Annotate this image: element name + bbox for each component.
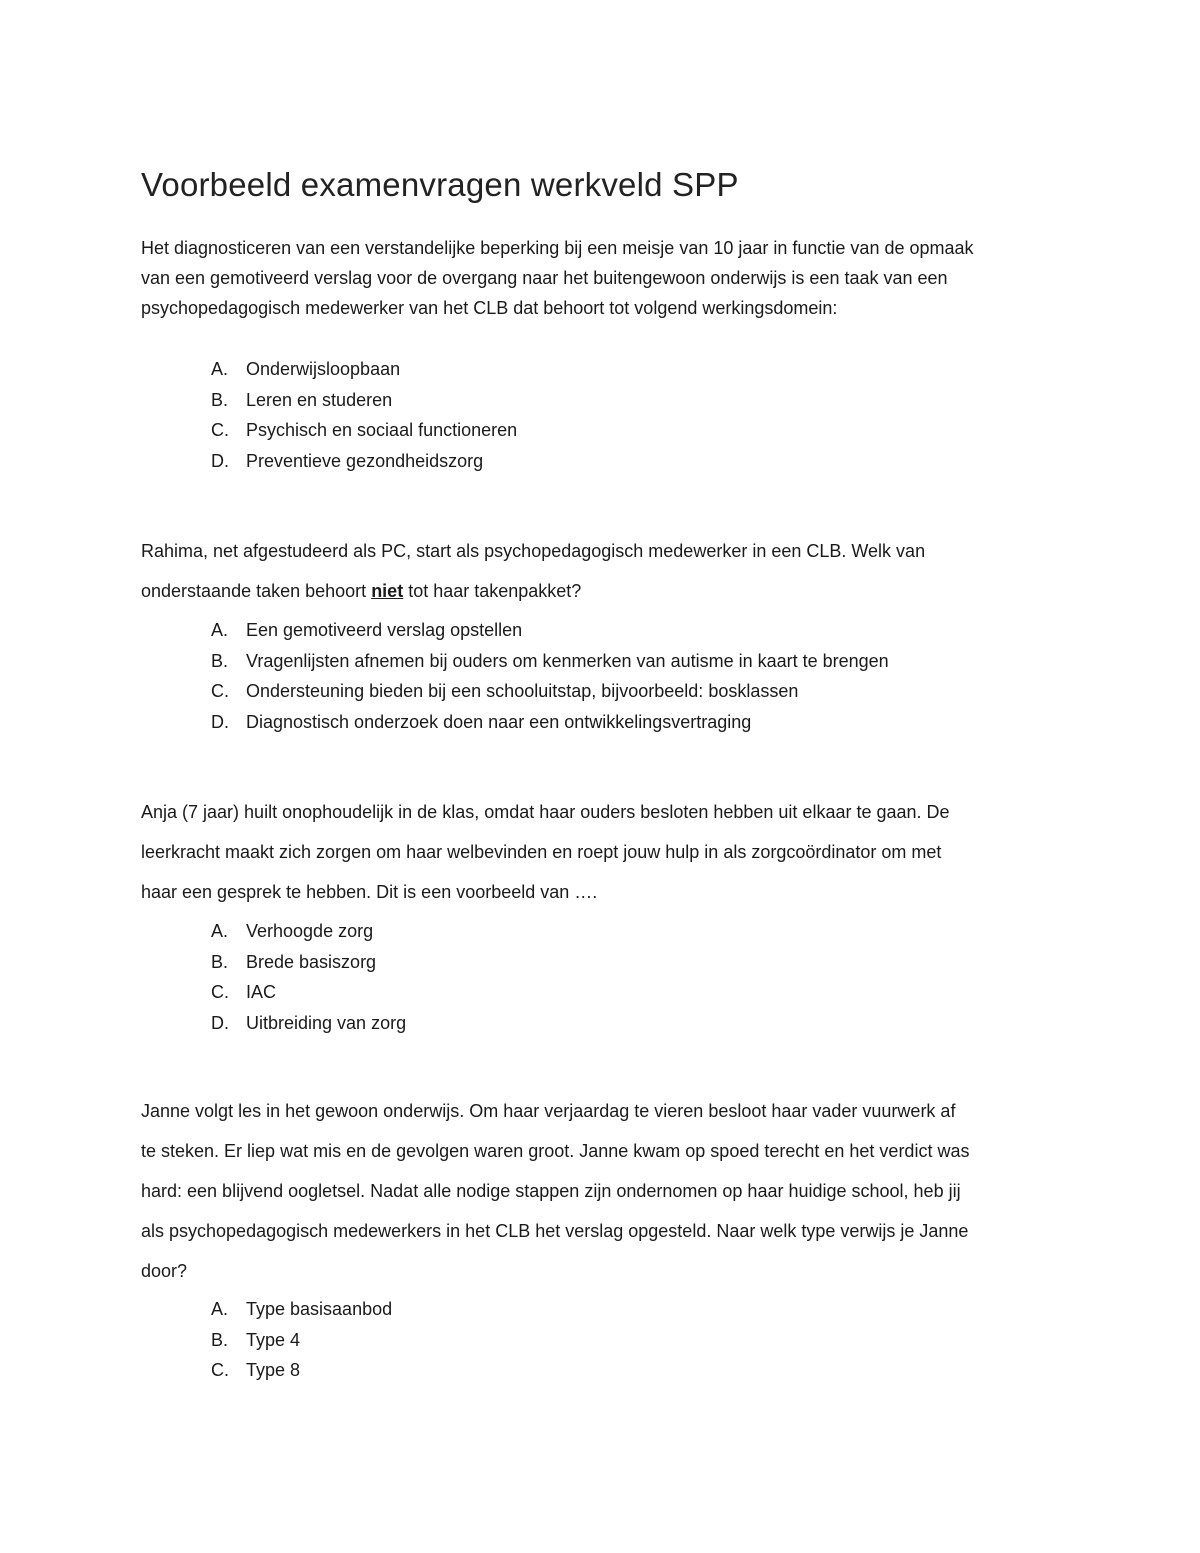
option-text: Onderwijsloopbaan xyxy=(246,359,401,379)
page-title: Voorbeeld examenvragen werkveld SPP xyxy=(141,166,739,203)
option-text: Vragenlijsten afnemen bij ouders om kenmerken van autisme in kaart te brengen xyxy=(246,650,889,671)
option-text: Een gemotiveerd verslag opstellen xyxy=(246,620,523,640)
option-letter: B. xyxy=(211,389,229,410)
question-4-option-c xyxy=(211,1355,1051,1386)
question-1-line-2: van een gemotiveerd verslag voor de overgang naar het buitengewoon onderwijs is een taak van een xyxy=(141,268,948,288)
option-text: Ondersteuning bieden bij een schooluitstap, bijvoorbeeld: bosklassen xyxy=(246,681,799,701)
question-1-line-1: Het diagnosticeren van een verstandelijke beperking bij een meisje van 10 jaar in functie van de opmaak xyxy=(141,238,974,258)
question-2-line-2-end: tot haar takenpakket? xyxy=(403,581,582,601)
option-text: Preventieve gezondheidszorg xyxy=(246,450,484,471)
option-text: Leren en studeren xyxy=(246,389,393,410)
option-text: Type basisaanbod xyxy=(246,1299,393,1319)
question-4-line-3: hard: een blijvend oogletsel. Nadat alle nodige stappen zijn ondernomen op haar huidige school, heb jij xyxy=(141,1181,961,1201)
question-2-line-2-start: onderstaande taken behoort xyxy=(141,581,372,601)
question-2-option-d xyxy=(211,707,1051,738)
option-text: Brede basiszorg xyxy=(246,951,377,972)
question-3 xyxy=(141,792,1061,912)
question-4-options xyxy=(211,1294,1051,1386)
option-letter: C. xyxy=(211,681,229,701)
question-4-option-b xyxy=(211,1325,1051,1356)
question-2-line-2 xyxy=(141,571,1061,611)
option-text: Verhoogde zorg xyxy=(246,921,374,941)
question-2-line-1: Rahima, net afgestudeerd als PC, start als psychopedagogisch medewerker in een CLB. Welk van xyxy=(141,541,926,561)
option-letter: A. xyxy=(211,620,229,640)
question-3-option-c xyxy=(211,977,1051,1008)
option-text: Type 8 xyxy=(246,1360,301,1380)
question-1-options xyxy=(211,354,1051,476)
question-4-line-4: als psychopedagogisch medewerkers in het CLB het verslag opgesteld. Naar welk type verwijs je Janne xyxy=(141,1221,969,1241)
question-2-option-c xyxy=(211,676,1051,707)
option-letter: D. xyxy=(211,450,229,471)
option-letter: B. xyxy=(211,1329,229,1350)
question-3-options xyxy=(211,916,1051,1038)
option-letter: C. xyxy=(211,982,229,1002)
option-text: Uitbreiding van zorg xyxy=(246,1012,407,1033)
question-1-option-c xyxy=(211,415,1051,446)
option-letter: D. xyxy=(211,1012,229,1033)
question-4-line-2: te steken. Er liep wat mis en de gevolgen waren groot. Janne kwam op spoed terecht en het verdict was xyxy=(141,1141,970,1161)
question-1-option-a xyxy=(211,354,1051,385)
option-letter: A. xyxy=(211,1299,229,1319)
option-letter: A. xyxy=(211,359,229,379)
question-3-line-3: haar een gesprek te hebben. Dit is een voorbeeld van …. xyxy=(141,882,598,902)
question-3-option-b xyxy=(211,947,1051,978)
option-text: IAC xyxy=(246,982,277,1002)
question-3-line-1: Anja (7 jaar) huilt onophoudelijk in de klas, omdat haar ouders besloten hebben uit elkaar te gaan. De xyxy=(141,802,950,822)
question-2-option-b xyxy=(211,646,1051,677)
question-1-option-d xyxy=(211,446,1051,477)
question-2 xyxy=(141,531,1061,611)
question-4 xyxy=(141,1091,1061,1291)
question-2-options xyxy=(211,615,1051,737)
option-letter: C. xyxy=(211,1360,229,1380)
question-4-option-a xyxy=(211,1294,1051,1325)
option-letter: B. xyxy=(211,951,229,972)
option-text: Diagnostisch onderzoek doen naar een ontwikkelingsvertraging xyxy=(246,711,752,732)
question-1 xyxy=(141,233,1061,323)
question-1-line-3: psychopedagogisch medewerker van het CLB dat behoort tot volgend werkingsdomein: xyxy=(141,298,838,318)
question-3-option-d xyxy=(211,1008,1051,1039)
option-text: Psychisch en sociaal functioneren xyxy=(246,420,518,440)
option-letter: D. xyxy=(211,711,229,732)
option-letter: C. xyxy=(211,420,229,440)
question-1-option-b xyxy=(211,385,1051,416)
emphasis-niet: niet xyxy=(371,581,404,601)
option-text: Type 4 xyxy=(246,1329,301,1350)
question-3-line-2: leerkracht maakt zich zorgen om haar welbevinden en roept jouw hulp in als zorgcoördinator om met xyxy=(141,842,942,862)
question-4-line-1: Janne volgt les in het gewoon onderwijs. Om haar verjaardag te vieren besloot haar vader vuurwerk af xyxy=(141,1101,956,1121)
question-3-option-a xyxy=(211,916,1051,947)
question-4-line-5: door? xyxy=(141,1261,188,1281)
question-2-option-a xyxy=(211,615,1051,646)
option-letter: B. xyxy=(211,650,229,671)
option-letter: A. xyxy=(211,921,229,941)
